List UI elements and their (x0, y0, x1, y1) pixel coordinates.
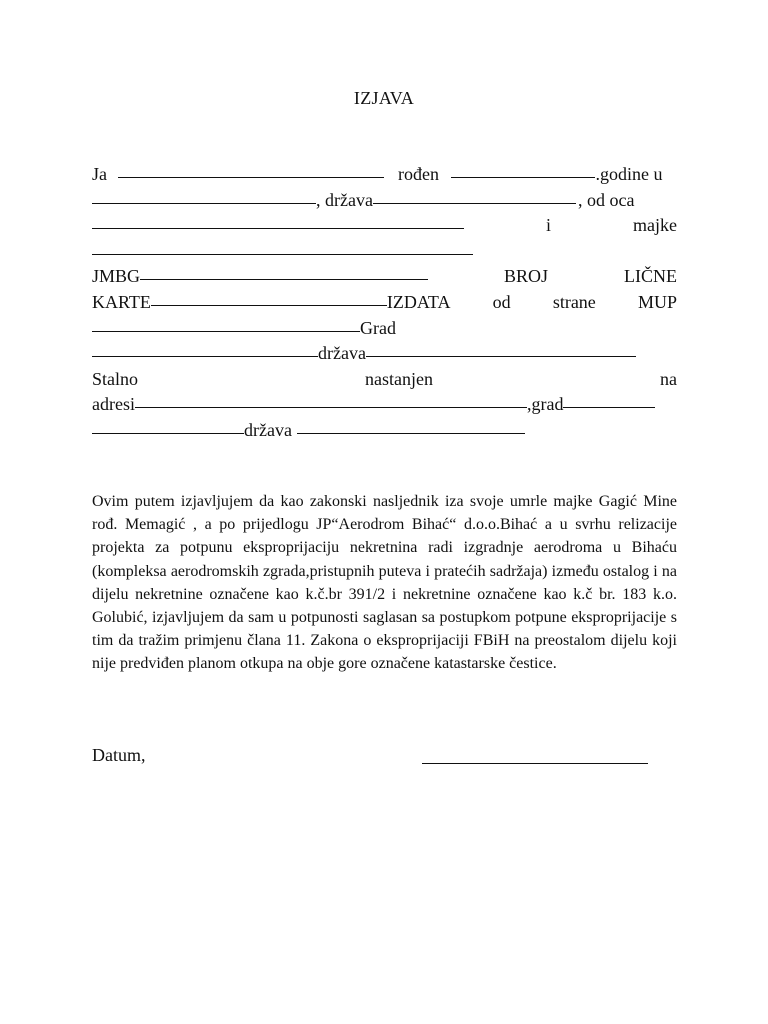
label-mup: MUP (637, 291, 677, 312)
label-godine-u: .godine u (595, 164, 663, 184)
label-i: i (546, 215, 552, 236)
label-stalno: Stalno (92, 368, 139, 389)
label-drzava-comma: , država (316, 189, 373, 210)
birth-place-blank[interactable] (92, 186, 316, 204)
id-card-number-blank[interactable] (151, 288, 387, 306)
mother-name-blank[interactable] (92, 237, 473, 255)
label-roden: rođen (398, 164, 439, 184)
form-line-8 (92, 341, 677, 367)
form-line-1 (92, 162, 677, 188)
name-blank[interactable] (118, 160, 384, 178)
label-licne: LIČNE (624, 266, 677, 287)
form-line-6 (92, 290, 677, 316)
label-grad: Grad (360, 317, 396, 338)
form-line-2 (92, 188, 677, 214)
issuing-mup-blank[interactable] (92, 314, 360, 332)
declaration-paragraph: Ovim putem izjavljujem da kao zakonski nasljednik iza svoje umrle majke Gagić Mine rođ. Memagić , a po prijedlogu JP“Aerodrom Bihać“ d.o.o.Bihać a u svrhu relizacije projekta za potpunu eksproprijaciju nekretnina radi izgradnje aerodroma u Bihaću (kompleksa aerodromskih zgrada,pristupnih puteva i pratećih sadržaja) između ostalog i na dijelu nekretnine označene kao k.č.br 391/2 i nekretnine označene kao k.č br. 183 k.o. Golubić, izjavljujem da sam u potpunosti saglasan sa postupkom potpune eksproprijacije s tim da tražim primjenu člana 11. Zakona o eksproprijaciji FBiH na preostalom dijelu koji nije predviđen planom otkupa na obje gore označene katastarske čestice. (92, 493, 677, 673)
label-od-oca: , od oca (577, 189, 635, 210)
label-nastanjen: nastanjen (365, 368, 433, 389)
jmbg-blank[interactable] (140, 262, 428, 280)
label-drzava-2: država (244, 419, 292, 440)
residence-city-blank[interactable] (563, 390, 655, 408)
label-grad-comma: ,grad (526, 394, 564, 415)
date-label: Datum, (92, 745, 146, 765)
form-line-4 (92, 239, 677, 265)
label-adresi: adresi (92, 394, 135, 415)
form-line-9 (92, 367, 677, 393)
label-majke: majke (633, 215, 677, 236)
form-line-3 (92, 213, 677, 239)
form-line-7 (92, 316, 677, 342)
issuing-city-blank[interactable] (92, 339, 318, 357)
birth-date-blank[interactable] (451, 160, 595, 178)
address-blank[interactable] (135, 390, 527, 408)
label-strane: strane (552, 291, 596, 312)
residence-country-blank[interactable] (297, 416, 525, 434)
document-title: IZJAVA (353, 88, 415, 108)
label-drzava: država (318, 343, 366, 364)
label-na: na (660, 368, 677, 389)
birth-country-blank[interactable] (373, 186, 576, 204)
personal-data-form (92, 162, 677, 444)
signature-line[interactable] (422, 762, 648, 764)
form-line-10 (92, 392, 677, 418)
form-line-5 (92, 264, 677, 290)
label-izdata: IZDATA (386, 291, 451, 312)
label-karte: KARTE (92, 291, 151, 312)
father-name-blank[interactable] (92, 211, 464, 229)
issuing-country-blank[interactable] (366, 339, 636, 357)
residence-municipality-blank[interactable] (92, 416, 244, 434)
label-jmbg: JMBG (92, 266, 141, 287)
label-broj: BROJ (504, 266, 549, 287)
form-line-11 (92, 418, 677, 444)
label-od: od (492, 291, 511, 312)
label-ja: Ja (92, 164, 107, 184)
